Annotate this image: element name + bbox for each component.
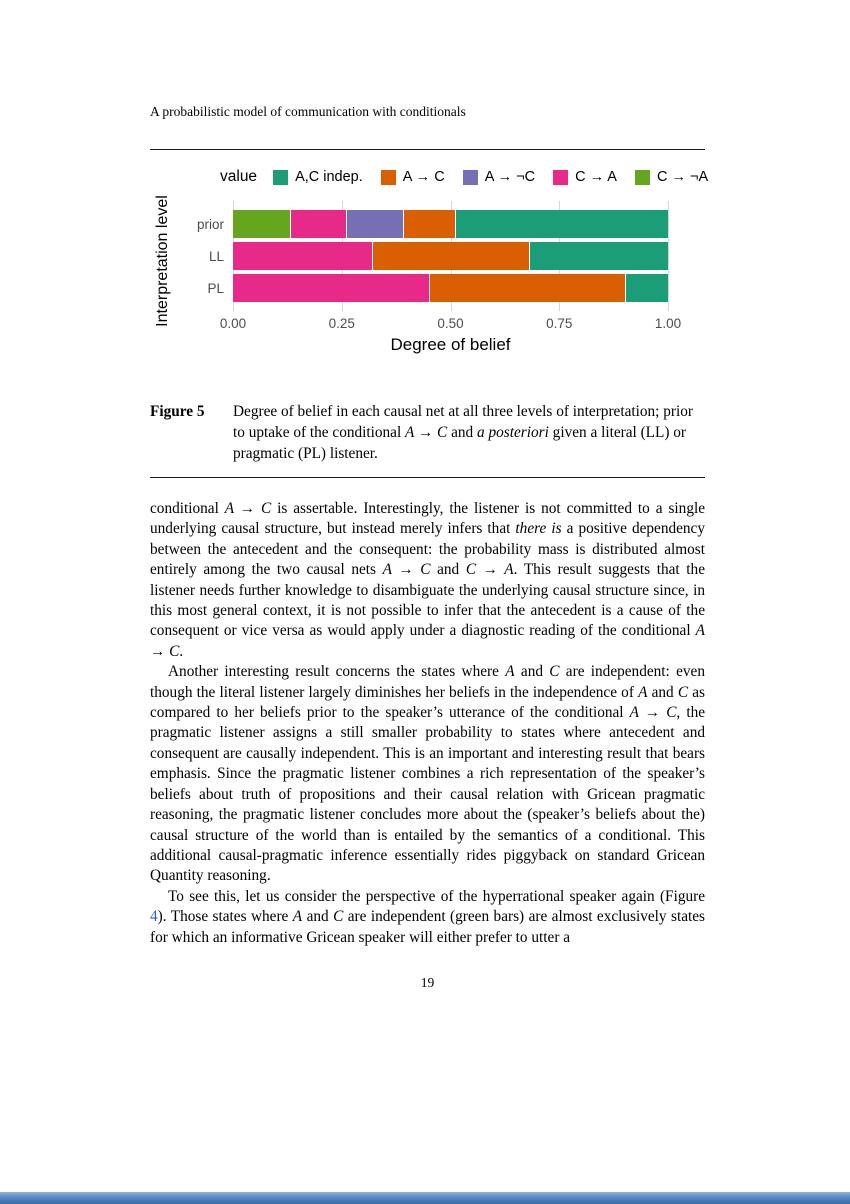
- bar-segment: [372, 242, 529, 270]
- text-segment: are independent: even though the literal listener largely diminishes her beliefs in the independence of: [150, 663, 705, 701]
- text-segment: C: [333, 908, 344, 926]
- legend-item: [553, 169, 617, 185]
- legend-item-label: A,C indep.: [295, 169, 363, 185]
- x-tick-label: 0.00: [219, 316, 247, 331]
- text-segment: conditional: [150, 500, 225, 517]
- bar-row-LL: [208, 242, 668, 270]
- figure-caption-text: [233, 401, 705, 464]
- header-rule: [150, 149, 705, 150]
- text-segment: C → A: [465, 561, 514, 579]
- legend-swatch-icon: [273, 170, 288, 185]
- text-segment: . This result suggests that the listener needs further knowledge to disambiguate the underlying causal structure since, in this most general context, it is not possible to infer that the antecedent is a cause of the consequent or vice versa as would apply under a diagnostic reading of the conditional: [150, 561, 705, 640]
- figure-4-reference-link[interactable]: 4: [150, 908, 158, 926]
- legend-title: value: [220, 168, 258, 185]
- paper-page: [0, 104, 850, 991]
- text-segment: is assertable. Interestingly, the listener is not committed to a single underlying causal structure, but instead merely infers that: [150, 500, 706, 538]
- running-header: A probabilistic model of communication with conditionals: [150, 104, 466, 119]
- text-segment: , the pragmatic listener assigns a still smaller probability to states where antecedent and consequent are causally independent. This is an important and interesting result that bears emphasis. Since the pragmatic listener combines a rich representation of the speaker’s beliefs about truth of propositions and their causal relation with Gricean pragmatic reasoning, the pragmatic listener concludes more about the (speaker’s beliefs about the) causal structure of the world than is entailed by the semantics of a conditional. This additional causal-pragmatic inference essentially rides piggyback on standard Gricean Quantity reasoning.: [150, 704, 706, 885]
- bar-segment: [290, 210, 347, 238]
- x-axis-ticks: [219, 311, 682, 333]
- text-segment: C: [549, 663, 560, 681]
- legend-item-label: C → A: [575, 169, 617, 185]
- x-tick-label: 0.50: [437, 316, 464, 331]
- plot-panel: [196, 201, 668, 311]
- text-segment: A → C: [629, 704, 677, 722]
- bar-segment: [233, 242, 372, 270]
- text-segment: a positive dependency between the antecedent and the consequent: the probability mass is distributed almost entirely among the two causal nets: [150, 520, 705, 579]
- text-segment: Degree of belief in each causal net at all three levels of interpretation; prior to uptake of the conditional: [233, 403, 693, 441]
- bar-segment: [233, 274, 429, 302]
- text-segment: A → C: [405, 424, 448, 441]
- legend-item-label: C → ¬A: [656, 169, 709, 185]
- figure-5-chart: [150, 167, 709, 355]
- bar-segment: [429, 274, 625, 302]
- x-tick-label: 0.25: [328, 316, 355, 331]
- plot-area: [150, 195, 705, 355]
- legend-item: [273, 169, 363, 185]
- text-segment: ). Those states where: [157, 908, 293, 926]
- bar-row-PL: [207, 274, 668, 302]
- bar-segment: [346, 210, 403, 238]
- text-segment: and: [647, 683, 678, 701]
- text-segment: To see this, let us consider the perspective of the hyperrational speaker again (Figure: [168, 887, 705, 905]
- y-tick-label: PL: [207, 280, 224, 296]
- text-segment: are independent (green bars) are almost exclusively states for which an informative Gricean speaker will either prefer to utter a: [150, 908, 705, 946]
- text-segment: as compared to her beliefs prior to the speaker’s utterance of the conditional: [150, 683, 705, 722]
- chart-legend: [220, 167, 709, 187]
- text-segment: a posteriori: [477, 424, 549, 441]
- legend-item: [463, 169, 535, 185]
- legend-swatch-icon: [635, 170, 650, 185]
- x-tick-label: 1.00: [654, 316, 682, 331]
- page-content: [0, 104, 850, 991]
- legend-item-label: A → C: [402, 169, 445, 185]
- paragraph-3: [150, 887, 705, 948]
- x-axis-label: Degree of belief: [390, 335, 511, 354]
- text-segment: A: [292, 908, 303, 926]
- gridline: [668, 201, 669, 311]
- bar-segment: [529, 242, 668, 270]
- text-segment: A → C: [382, 561, 431, 579]
- legend-swatch-icon: [553, 170, 568, 185]
- caption-rule: [150, 477, 705, 478]
- paragraph-2: [150, 662, 705, 886]
- text-segment: A → C: [224, 500, 272, 517]
- body-text: [150, 499, 705, 948]
- y-tick-label: prior: [196, 216, 224, 232]
- bar-segment: [625, 274, 669, 302]
- bar-segment: [455, 210, 668, 238]
- figure-caption-label: Figure 5: [150, 403, 205, 420]
- legend-item-label: A → ¬C: [484, 169, 536, 185]
- text-segment: .: [179, 642, 184, 660]
- paragraph-1: [150, 499, 705, 662]
- bar-segment: [233, 210, 290, 238]
- legend-item: [635, 169, 708, 185]
- text-segment: C: [677, 683, 689, 701]
- text-segment: A → C: [150, 622, 705, 660]
- bar-segment: [403, 210, 455, 238]
- legend-swatch-icon: [381, 170, 396, 185]
- page-number: 19: [420, 974, 435, 990]
- text-segment: and: [447, 424, 478, 441]
- text-segment: A: [638, 683, 648, 701]
- bar-row-prior: [196, 210, 668, 238]
- figure-caption: [150, 401, 705, 464]
- text-segment: A: [505, 663, 515, 681]
- legend-items: [273, 169, 708, 185]
- window-bottom-edge: [0, 1192, 850, 1204]
- text-segment: Another interesting result concerns the states where: [168, 663, 506, 681]
- x-tick-label: 0.75: [546, 316, 573, 331]
- text-segment: given a literal (LL) or pragmatic (PL) listener.: [233, 424, 687, 462]
- y-tick-label: LL: [208, 248, 224, 264]
- legend-swatch-icon: [463, 170, 478, 185]
- y-axis-label: Interpretation level: [154, 195, 171, 327]
- text-segment: and: [302, 908, 334, 926]
- legend-item: [381, 169, 445, 185]
- text-segment: and: [430, 561, 466, 579]
- text-segment: there is: [515, 520, 562, 538]
- text-segment: and: [514, 663, 550, 681]
